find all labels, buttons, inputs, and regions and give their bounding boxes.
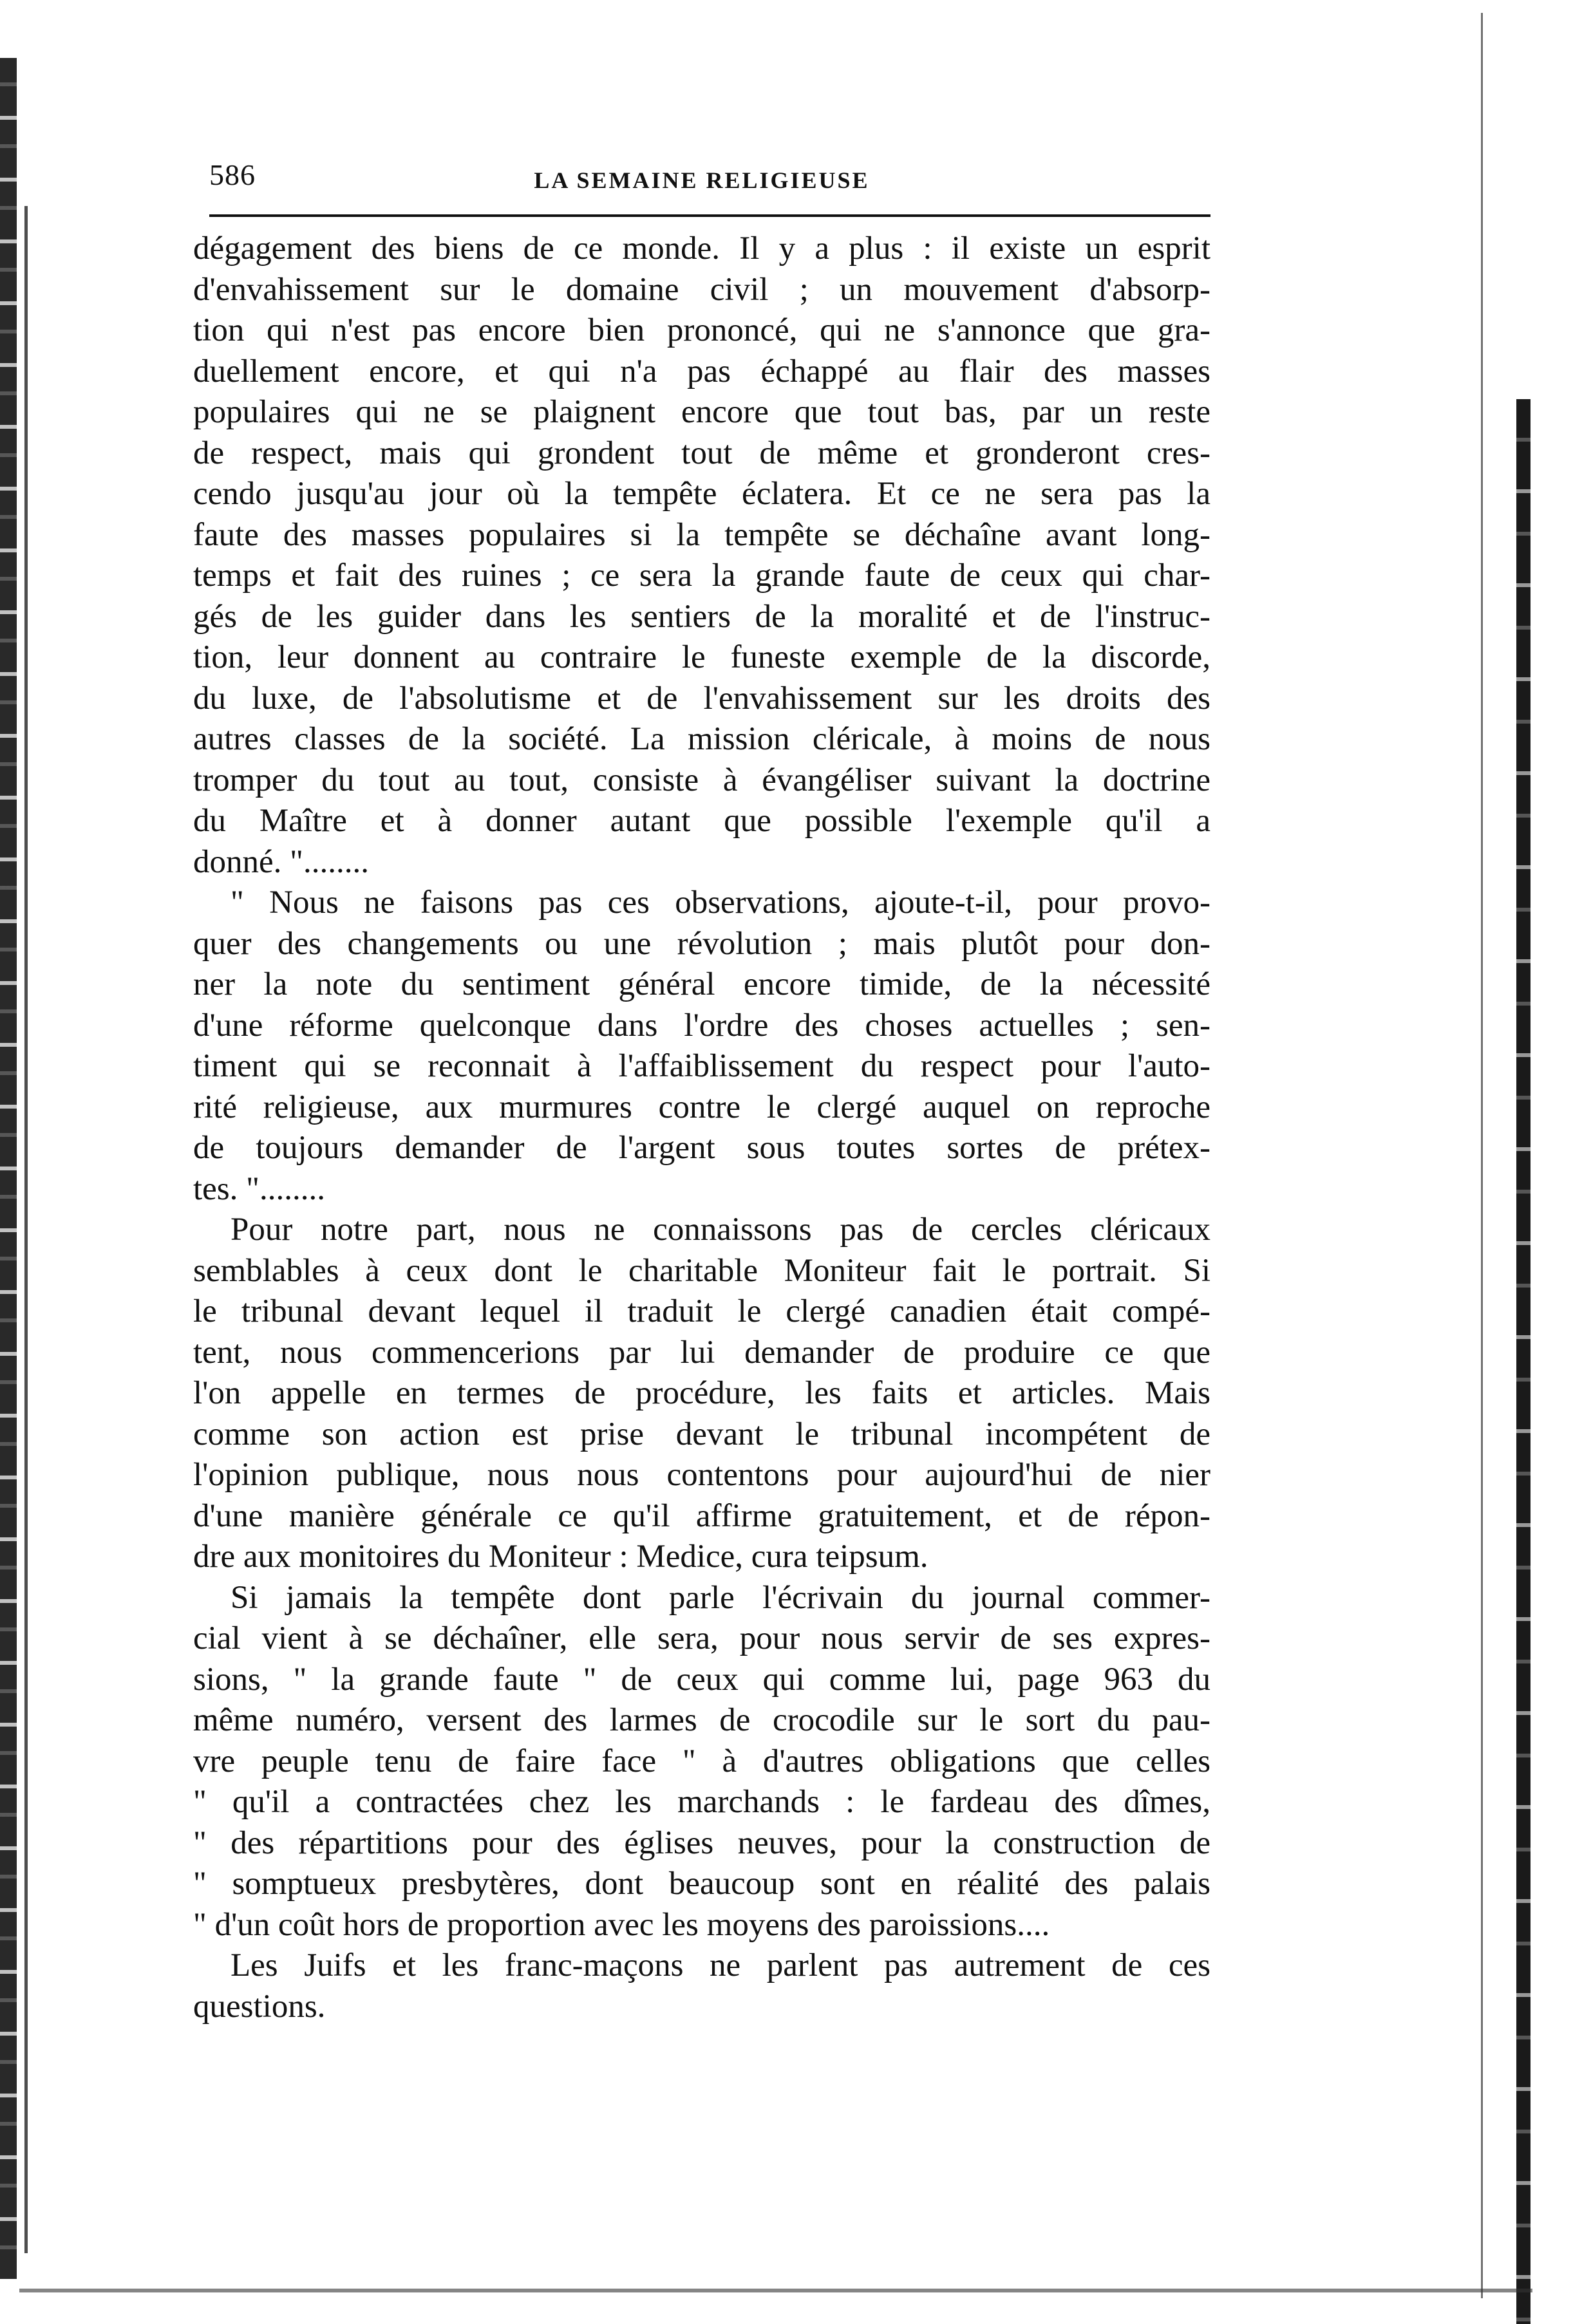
text-line: d'une manière générale ce qu'il affirme gratuitement, et de répon- <box>193 1497 1210 1534</box>
scan-edge-left <box>0 58 17 2279</box>
text-line: ner la note du sentiment général encore timide, de la nécessité <box>193 966 1210 1002</box>
text-line: autres classes de la société. La mission cléricale, à moins de nous <box>193 721 1210 757</box>
scan-edge-left-line <box>24 206 28 2253</box>
text-line: cendo jusqu'au jour où la tempête éclatera. Et ce ne sera pas la <box>193 476 1210 512</box>
text-line: " des répartitions pour des églises neuves, pour la construction de <box>193 1824 1210 1861</box>
text-line: gés de les guider dans les sentiers de la moralité et de l'instruc- <box>193 598 1210 635</box>
scan-edge-right-line <box>1481 13 1483 2298</box>
text-line: populaires qui ne se plaignent encore que tout bas, par un reste <box>193 394 1210 430</box>
text-line: du luxe, de l'absolutisme et de l'envahissement sur les droits des <box>193 680 1210 717</box>
text-line: donné. "........ <box>193 843 369 880</box>
document-page <box>193 158 1210 2027</box>
text-line: rité religieuse, aux murmures contre le clergé auquel on reproche <box>193 1089 1210 1125</box>
paragraph <box>193 1945 1210 2027</box>
text-line: comme son action est prise devant le tribunal incompétent de <box>193 1416 1210 1452</box>
paragraph <box>193 1210 1210 1578</box>
text-line: Les Juifs et les franc-maçons ne parlent pas autrement de ces <box>231 1947 1210 1983</box>
text-line: tion qui n'est pas encore bien prononcé, qui ne s'annonce que gra- <box>193 312 1210 348</box>
text-line: " qu'il a contractées chez les marchands : le fardeau des dîmes, <box>193 1784 1210 1820</box>
running-head <box>193 158 1210 203</box>
text-line: même numéro, versent des larmes de crocodile sur le sort du pau- <box>193 1702 1210 1738</box>
paragraph <box>193 1578 1210 1946</box>
text-line: Si jamais la tempête dont parle l'écrivain du journal commer- <box>231 1579 1210 1616</box>
text-line: duellement encore, et qui n'a pas échappé au flair des masses <box>193 353 1210 389</box>
paragraph <box>193 883 1210 1210</box>
scan-edge-right <box>1516 399 1531 2324</box>
text-line: temps et fait des ruines ; ce sera la grande faute de ceux qui char- <box>193 558 1210 594</box>
text-line: tent, nous commencerions par lui demander de produire ce que <box>193 1334 1210 1371</box>
text-line: l'on appelle en termes de procédure, les faits et articles. Mais <box>193 1375 1210 1411</box>
text-line: vre peuple tenu de faire face " à d'autres obligations que celles <box>193 1743 1210 1779</box>
text-line: le tribunal devant lequel il traduit le clergé canadien était compé- <box>193 1293 1210 1329</box>
header-rule <box>209 214 1210 217</box>
paragraph <box>193 229 1210 883</box>
text-line: sions, " la grande faute " de ceux qui comme lui, page 963 du <box>193 1661 1210 1698</box>
text-line: quer des changements ou une révolution ; mais plutôt pour don- <box>193 925 1210 962</box>
text-line: tes. "........ <box>193 1170 325 1207</box>
running-title: LA SEMAINE RELIGIEUSE <box>534 167 870 193</box>
text-line: tromper du tout au tout, consiste à évangéliser suivant la doctrine <box>193 762 1210 798</box>
text-line: d'une réforme quelconque dans l'ordre des choses actuelles ; sen- <box>193 1007 1210 1044</box>
text-line: semblables à ceux dont le charitable Moniteur fait le portrait. Si <box>193 1252 1210 1289</box>
text-line: questions. <box>193 1988 326 2025</box>
text-line: du Maître et à donner autant que possible l'exemple qu'il a <box>193 803 1210 839</box>
text-line: de toujours demander de l'argent sous toutes sortes de prétex- <box>193 1130 1210 1166</box>
text-line: timent qui se reconnait à l'affaiblissement du respect pour l'auto- <box>193 1048 1210 1084</box>
text-line: cial vient à se déchaîner, elle sera, pour nous servir de ses expres- <box>193 1620 1210 1656</box>
text-line: tion, leur donnent au contraire le funeste exemple de la discorde, <box>193 639 1210 675</box>
text-line: " Nous ne faisons pas ces observations, ajoute-t-il, pour provo- <box>231 885 1210 921</box>
text-line: faute des masses populaires si la tempête se déchaîne avant long- <box>193 516 1210 553</box>
text-line: " somptueux presbytères, dont beaucoup sont en réalité des palais <box>193 1866 1210 1902</box>
page-number: 586 <box>209 158 256 191</box>
scan-edge-bottom <box>19 2289 1532 2292</box>
text-line: dégagement des biens de ce monde. Il y a plus : il existe un esprit <box>193 230 1210 267</box>
body-text <box>193 229 1210 2027</box>
text-line: Pour notre part, nous ne connaissons pas de cercles cléricaux <box>231 1212 1210 1248</box>
text-line: d'envahissement sur le domaine civil ; un mouvement d'absorp- <box>193 271 1210 308</box>
text-line: dre aux monitoires du Moniteur : Medice, cura teipsum. <box>193 1539 928 1575</box>
text-line: de respect, mais qui grondent tout de même et gronderont cres- <box>193 435 1210 471</box>
text-line: l'opinion publique, nous nous contentons pour aujourd'hui de nier <box>193 1457 1210 1493</box>
text-line: " d'un coût hors de proportion avec les moyens des paroissions.... <box>193 1906 1050 1943</box>
